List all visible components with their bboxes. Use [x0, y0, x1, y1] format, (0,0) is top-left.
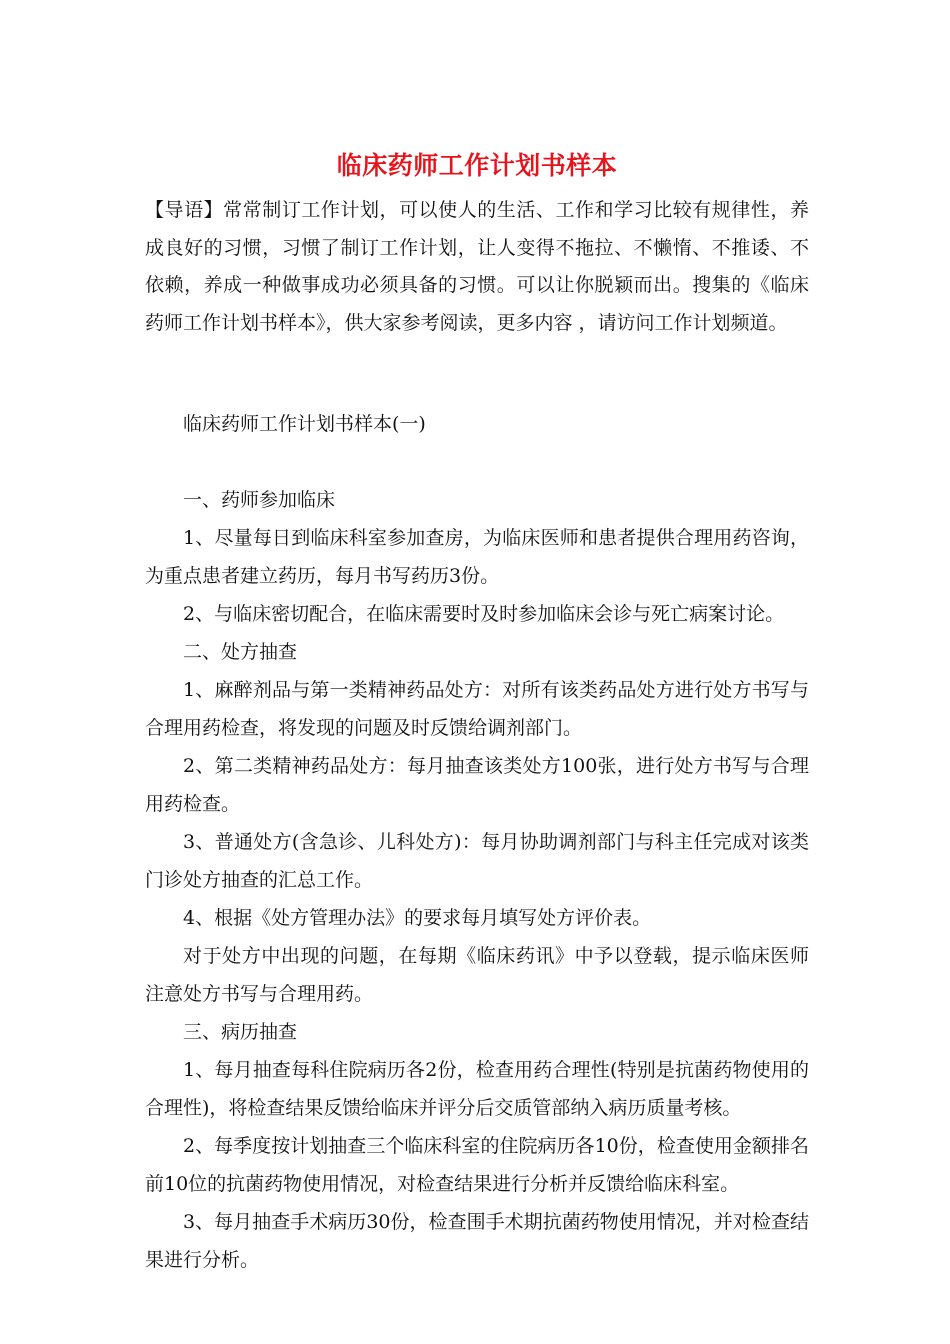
body-paragraph: 2、第二类精神药品处方：每月抽查该类处方100张，进行处方书写与合理用药检查。 [145, 755, 809, 815]
body-paragraph: 2、与临床密切配合，在临床需要时及时参加临床会诊与死亡病案讨论。 [183, 603, 785, 625]
body-paragraph: 1、尽量每日到临床科室参加查房，为临床医师和患者提供合理用药咨询，为重点患者建立药历，每月书写药历3份。 [145, 527, 809, 587]
heading-prescription-review: 二、处方抽查 [183, 641, 298, 663]
heading-medical-record-review: 三、病历抽查 [183, 1021, 298, 1043]
body-paragraph: 对于处方中出现的问题，在每期《临床药讯》中予以登载，提示临床医师注意处方书写与合理用药。 [145, 945, 809, 1005]
document-body [145, 405, 809, 1279]
body-paragraph: 3、普通处方(含急诊、儿科处方)：每月协助调剂部门与科主任完成对该类门诊处方抽查的汇总工作。 [145, 831, 809, 891]
document-title: 临床药师工作计划书样本 [336, 151, 618, 180]
body-paragraph: 4、根据《处方管理办法》的要求每月填写处方评价表。 [183, 907, 652, 929]
body-paragraph: 1、麻醉剂品与第一类精神药品处方：对所有该类药品处方进行处方书写与合理用药检查，将发现的问题及时反馈给调剂部门。 [145, 679, 809, 739]
heading-clinical-participation: 一、药师参加临床 [183, 489, 336, 511]
section-title: 临床药师工作计划书样本(一) [183, 413, 426, 435]
body-paragraph: 2、每季度按计划抽查三个临床科室的住院病历各10份，检查使用金额排名前10位的抗菌药物使用情况，对检查结果进行分析并反馈给临床科室。 [145, 1135, 809, 1195]
body-paragraph: 1、每月抽查每科住院病历各2份，检查用药合理性(特别是抗菌药物使用的合理性)，将检查结果反馈给临床并评分后交质管部纳入病历质量考核。 [145, 1059, 809, 1119]
intro-paragraph: 【导语】常常制订工作计划，可以使人的生活、工作和学习比较有规律性，养成良好的习惯，习惯了制订工作计划，让人变得不拖拉、不懒惰、不推诿、不依赖，养成一种做事成功必须具备的习惯。可以让你脱颖而出。搜集的《临床药师工作计划书样本》，供大家参考阅读，更多内容 ，请访问工作计划频道。 [145, 199, 809, 334]
body-paragraph: 3、每月抽查手术病历30份，检查围手术期抗菌药物使用情况，并对检查结果进行分析。 [145, 1211, 809, 1271]
